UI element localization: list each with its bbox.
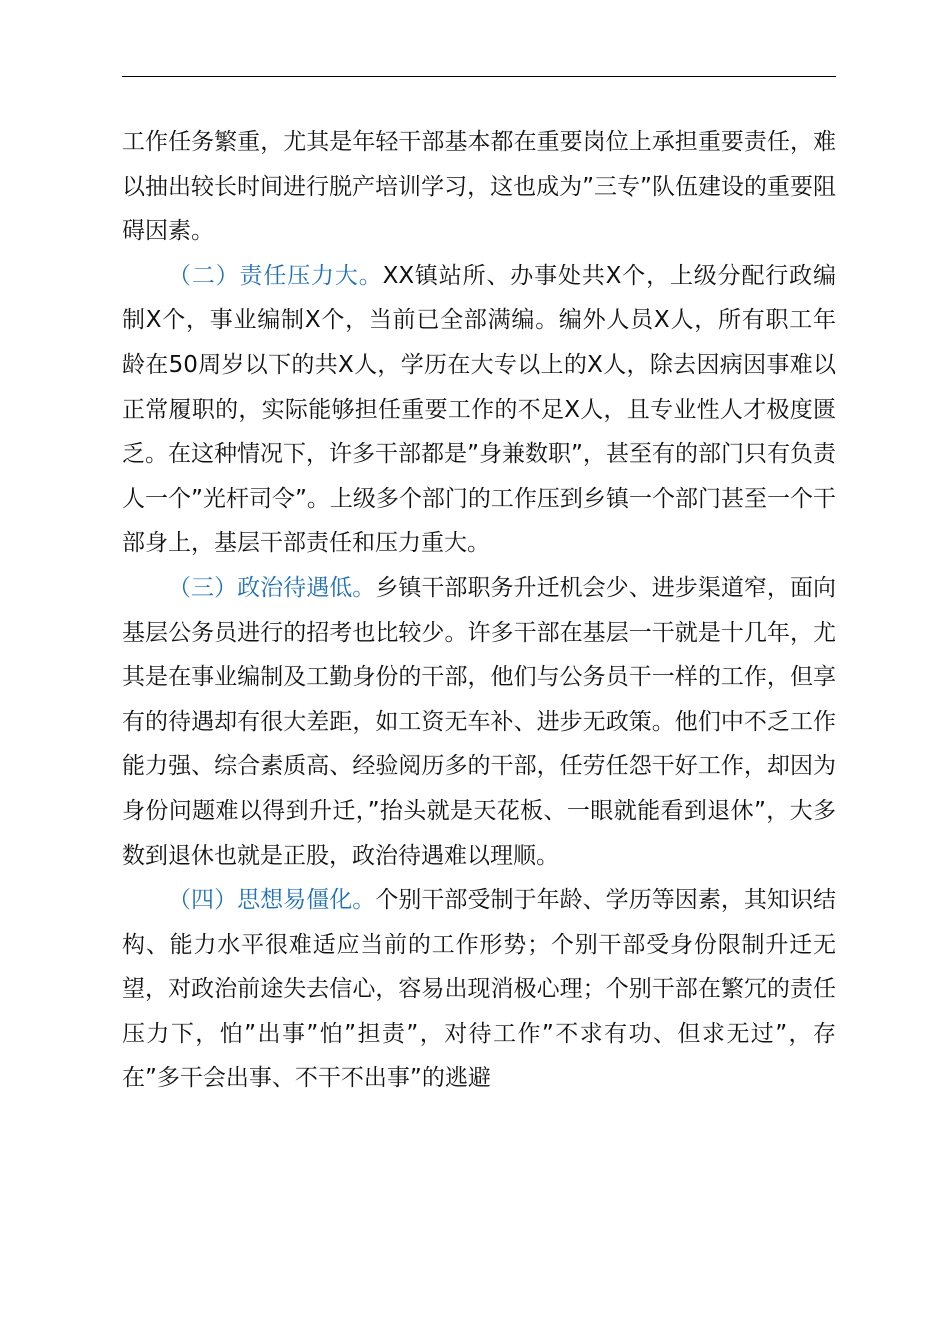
paragraph-text: 工作任务繁重，尤其是年轻干部基本都在重要岗位上承担重要责任，难以抽出较长时间进行脱产培训学习，这也成为”三专”队伍建设的重要阻碍因素。 <box>122 129 836 245</box>
paragraph-1 <box>122 120 836 254</box>
paragraph-3 <box>122 566 836 878</box>
section-heading-4: （四）思想易僵化。 <box>168 887 376 914</box>
paragraph-text: XX镇站所、办事处共X个，上级分配行政编制X个，事业编制X个，当前已全部满编。编外人员X人，所有职工年龄在50周岁以下的共X人，学历在大专以上的X人，除去因病因事难以正常履职的，实际能够担任重要工作的不足X人，且专业性人才极度匮乏。在这种情况下，许多干部都是”身兼数职”，甚至有的部门只有负责人一个”光杆司令”。上级多个部门的工作压到乡镇一个部门甚至一个干部身上，基层干部责任和压力重大。 <box>122 262 836 557</box>
document-body <box>122 120 836 1101</box>
header-rule <box>122 76 836 77</box>
paragraph-4 <box>122 878 836 1101</box>
paragraph-text: 个别干部受制于年龄、学历等因素，其知识结构、能力水平很难适应当前的工作形势；个别干部受身份限制升迁无望，对政治前途失去信心，容易出现消极心理；个别干部在繁冗的责任压力下，怕”出事”怕”担责”，对待工作”不求有功、但求无过”，存在”多干会出事、不干不出事”的逃避 <box>122 887 837 1092</box>
section-heading-2: （二）责任压力大。 <box>168 262 383 289</box>
section-heading-3: （三）政治待遇低。 <box>168 574 376 601</box>
paragraph-text: 乡镇干部职务升迁机会少、进步渠道窄，面向基层公务员进行的招考也比较少。许多干部在基层一干就是十几年，尤其是在事业编制及工勤身份的干部，他们与公务员干一样的工作，但享有的待遇却有很大差距，如工资无车补、进步无政策。他们中不乏工作能力强、综合素质高、经验阅历多的干部，任劳任怨干好工作，却因为身份问题难以得到升迁，”抬头就是天花板、一眼就能看到退休”，大多数到退休也就是正股，政治待遇难以理顺。 <box>122 574 837 869</box>
paragraph-2 <box>122 254 836 566</box>
